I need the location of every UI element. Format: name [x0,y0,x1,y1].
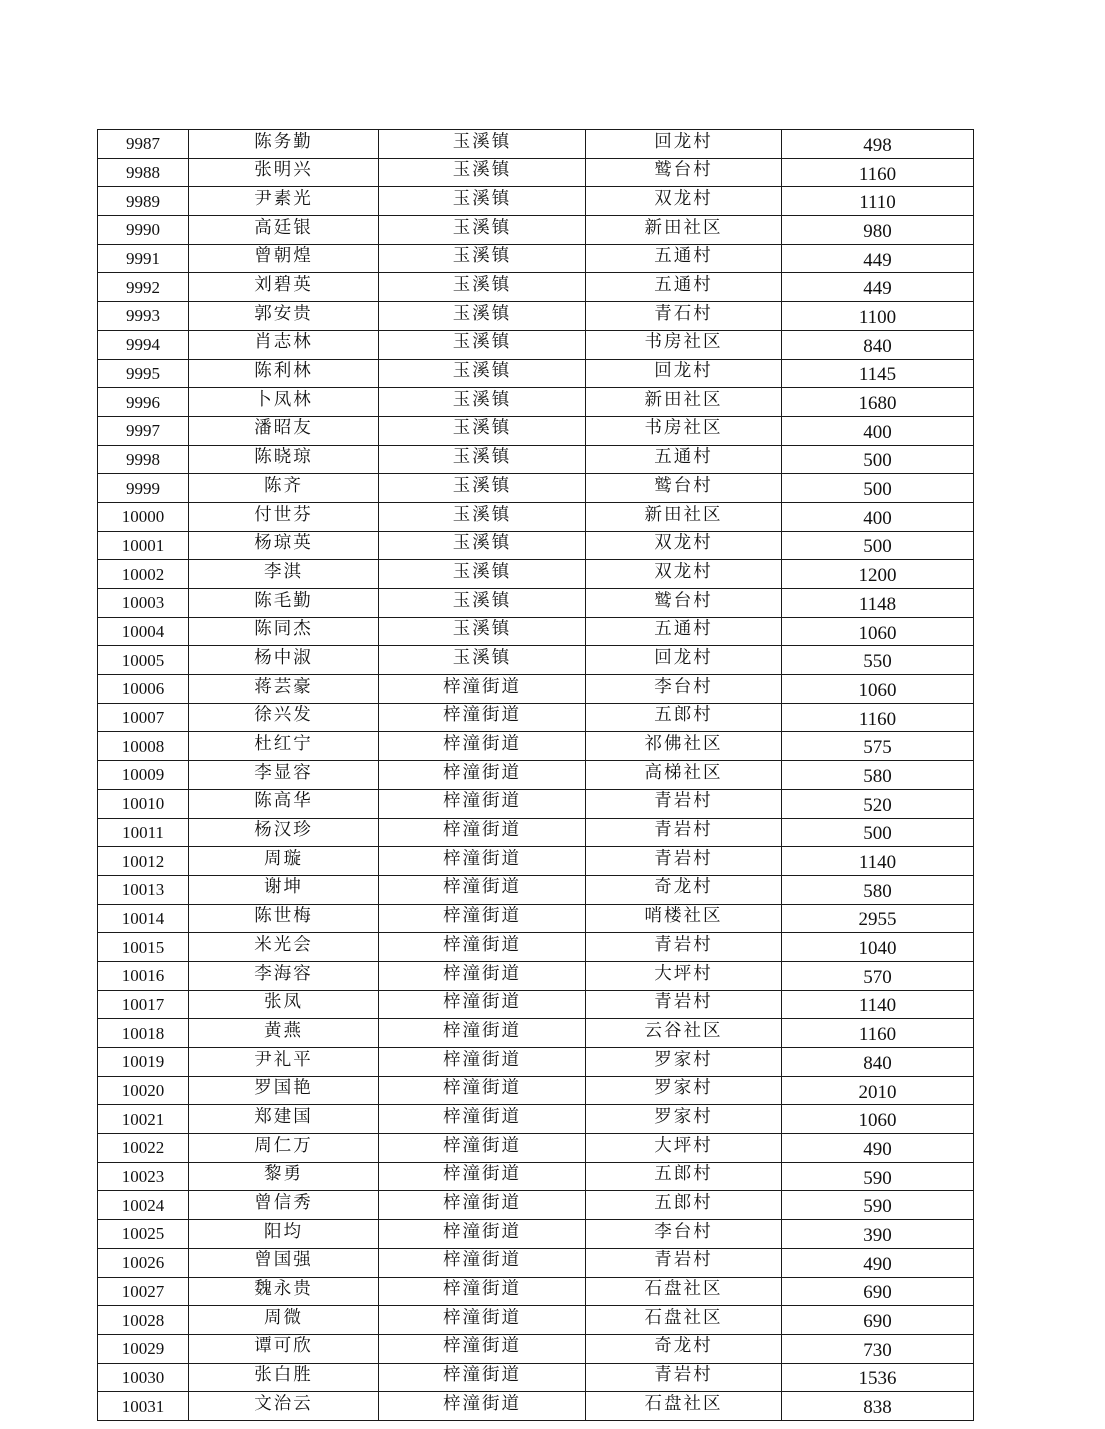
table-row [98,818,974,847]
cell-village: 五通村 [586,617,782,646]
cell-village: 新田社区 [586,388,782,417]
cell-serial-number: 10004 [98,617,189,646]
cell-person-name: 陈高华 [189,789,379,818]
table-row [98,933,974,962]
table-row [98,1162,974,1191]
cell-amount: 1200 [782,560,974,589]
cell-village: 罗家村 [586,1105,782,1134]
cell-person-name: 杨琼英 [189,531,379,560]
cell-person-name: 杨汉珍 [189,818,379,847]
table-row [98,531,974,560]
cell-amount: 840 [782,1048,974,1077]
cell-village: 青岩村 [586,933,782,962]
cell-village: 奇龙村 [586,1334,782,1363]
table-row [98,1105,974,1134]
cell-serial-number: 10008 [98,732,189,761]
cell-person-name: 陈毛勤 [189,589,379,618]
cell-village: 书房社区 [586,330,782,359]
cell-serial-number: 10015 [98,933,189,962]
cell-amount: 490 [782,1134,974,1163]
cell-town: 梓潼街道 [379,961,586,990]
cell-serial-number: 10001 [98,531,189,560]
table-row [98,1363,974,1392]
cell-town: 玉溪镇 [379,302,586,331]
table-row [98,589,974,618]
cell-amount: 1680 [782,388,974,417]
cell-serial-number: 10006 [98,675,189,704]
cell-amount: 1060 [782,1105,974,1134]
cell-town: 梓潼街道 [379,818,586,847]
table-row [98,789,974,818]
cell-person-name: 陈晓琼 [189,445,379,474]
cell-serial-number: 9992 [98,273,189,302]
cell-village: 奇龙村 [586,875,782,904]
table-row [98,158,974,187]
cell-serial-number: 10022 [98,1134,189,1163]
cell-serial-number: 10018 [98,1019,189,1048]
cell-amount: 2010 [782,1076,974,1105]
cell-village: 五郎村 [586,703,782,732]
cell-amount: 1160 [782,158,974,187]
cell-town: 梓潼街道 [379,933,586,962]
cell-town: 梓潼街道 [379,1220,586,1249]
table-row [98,732,974,761]
table-row [98,1248,974,1277]
cell-village: 五通村 [586,273,782,302]
cell-person-name: 肖志林 [189,330,379,359]
cell-person-name: 李显容 [189,761,379,790]
cell-town: 梓潼街道 [379,1105,586,1134]
table-row [98,560,974,589]
cell-serial-number: 10012 [98,847,189,876]
cell-person-name: 周璇 [189,847,379,876]
cell-village: 李台村 [586,1220,782,1249]
table-row [98,904,974,933]
cell-amount: 500 [782,818,974,847]
cell-village: 五郎村 [586,1162,782,1191]
cell-person-name: 周仁万 [189,1134,379,1163]
cell-village: 青岩村 [586,990,782,1019]
cell-person-name: 米光会 [189,933,379,962]
cell-person-name: 蒋芸豪 [189,675,379,704]
cell-town: 梓潼街道 [379,1162,586,1191]
cell-village: 鹫台村 [586,158,782,187]
cell-serial-number: 9994 [98,330,189,359]
table-row [98,216,974,245]
table-row [98,703,974,732]
cell-amount: 575 [782,732,974,761]
cell-person-name: 刘碧英 [189,273,379,302]
cell-village: 青岩村 [586,847,782,876]
table-row [98,273,974,302]
cell-village: 大坪村 [586,1134,782,1163]
cell-amount: 490 [782,1248,974,1277]
cell-amount: 2955 [782,904,974,933]
table-row [98,1392,974,1421]
cell-serial-number: 9993 [98,302,189,331]
cell-amount: 590 [782,1191,974,1220]
cell-person-name: 郑建国 [189,1105,379,1134]
cell-serial-number: 9990 [98,216,189,245]
cell-amount: 1060 [782,617,974,646]
cell-town: 梓潼街道 [379,875,586,904]
cell-village: 罗家村 [586,1048,782,1077]
cell-town: 梓潼街道 [379,1248,586,1277]
cell-person-name: 李海容 [189,961,379,990]
cell-amount: 690 [782,1306,974,1335]
cell-town: 梓潼街道 [379,1277,586,1306]
cell-serial-number: 10016 [98,961,189,990]
cell-village: 五通村 [586,244,782,273]
cell-serial-number: 10024 [98,1191,189,1220]
cell-serial-number: 10030 [98,1363,189,1392]
cell-town: 梓潼街道 [379,789,586,818]
cell-amount: 1536 [782,1363,974,1392]
cell-amount: 1110 [782,187,974,216]
cell-amount: 1145 [782,359,974,388]
cell-serial-number: 10023 [98,1162,189,1191]
cell-amount: 1160 [782,703,974,732]
cell-serial-number: 9987 [98,130,189,159]
cell-serial-number: 10021 [98,1105,189,1134]
cell-serial-number: 10029 [98,1334,189,1363]
cell-amount: 498 [782,130,974,159]
cell-village: 高梯社区 [586,761,782,790]
cell-town: 玉溪镇 [379,531,586,560]
table-row [98,617,974,646]
cell-town: 玉溪镇 [379,216,586,245]
table-row [98,646,974,675]
cell-amount: 390 [782,1220,974,1249]
cell-serial-number: 10019 [98,1048,189,1077]
cell-serial-number: 10007 [98,703,189,732]
table-row [98,675,974,704]
table-row [98,445,974,474]
cell-serial-number: 9999 [98,474,189,503]
cell-person-name: 黄燕 [189,1019,379,1048]
table-row [98,875,974,904]
table-row [98,961,974,990]
table-row [98,244,974,273]
cell-town: 玉溪镇 [379,388,586,417]
cell-town: 梓潼街道 [379,1392,586,1421]
cell-village: 双龙村 [586,187,782,216]
table-row [98,1134,974,1163]
cell-amount: 1040 [782,933,974,962]
cell-village: 青岩村 [586,818,782,847]
cell-serial-number: 10000 [98,502,189,531]
cell-village: 青岩村 [586,789,782,818]
cell-person-name: 曾国强 [189,1248,379,1277]
table-row [98,1191,974,1220]
cell-village: 大坪村 [586,961,782,990]
cell-amount: 580 [782,761,974,790]
cell-town: 玉溪镇 [379,502,586,531]
table-row [98,130,974,159]
cell-amount: 730 [782,1334,974,1363]
cell-serial-number: 10003 [98,589,189,618]
cell-person-name: 高廷银 [189,216,379,245]
table-row [98,1220,974,1249]
table-row [98,330,974,359]
cell-amount: 449 [782,244,974,273]
cell-serial-number: 9988 [98,158,189,187]
cell-amount: 500 [782,531,974,560]
cell-village: 回龙村 [586,359,782,388]
cell-person-name: 谢坤 [189,875,379,904]
cell-amount: 550 [782,646,974,675]
cell-village: 五通村 [586,445,782,474]
cell-amount: 840 [782,330,974,359]
cell-village: 石盘社区 [586,1277,782,1306]
cell-town: 玉溪镇 [379,244,586,273]
cell-amount: 590 [782,1162,974,1191]
cell-person-name: 尹礼平 [189,1048,379,1077]
cell-person-name: 潘昭友 [189,416,379,445]
cell-village: 回龙村 [586,646,782,675]
cell-person-name: 郭安贵 [189,302,379,331]
cell-village: 青岩村 [586,1363,782,1392]
cell-town: 玉溪镇 [379,330,586,359]
cell-amount: 570 [782,961,974,990]
cell-village: 回龙村 [586,130,782,159]
cell-serial-number: 10026 [98,1248,189,1277]
table-row [98,761,974,790]
table-row [98,388,974,417]
table-row [98,502,974,531]
cell-person-name: 魏永贵 [189,1277,379,1306]
cell-town: 梓潼街道 [379,1363,586,1392]
cell-village: 双龙村 [586,531,782,560]
cell-amount: 838 [782,1392,974,1421]
roster-table [97,129,974,1421]
cell-village: 双龙村 [586,560,782,589]
cell-person-name: 曾信秀 [189,1191,379,1220]
table-row [98,187,974,216]
cell-person-name: 陈齐 [189,474,379,503]
table-row [98,1076,974,1105]
cell-village: 鹫台村 [586,589,782,618]
cell-village: 李台村 [586,675,782,704]
cell-serial-number: 9996 [98,388,189,417]
cell-serial-number: 10013 [98,875,189,904]
cell-town: 梓潼街道 [379,847,586,876]
cell-town: 梓潼街道 [379,990,586,1019]
cell-amount: 400 [782,502,974,531]
cell-town: 玉溪镇 [379,646,586,675]
cell-town: 玉溪镇 [379,474,586,503]
cell-amount: 1140 [782,847,974,876]
cell-person-name: 张白胜 [189,1363,379,1392]
cell-village: 云谷社区 [586,1019,782,1048]
cell-village: 哨楼社区 [586,904,782,933]
cell-town: 梓潼街道 [379,1076,586,1105]
cell-person-name: 陈利林 [189,359,379,388]
cell-town: 梓潼街道 [379,1306,586,1335]
cell-town: 玉溪镇 [379,560,586,589]
cell-village: 新田社区 [586,502,782,531]
cell-town: 梓潼街道 [379,1334,586,1363]
cell-town: 梓潼街道 [379,675,586,704]
table-row [98,359,974,388]
cell-serial-number: 10017 [98,990,189,1019]
cell-serial-number: 10010 [98,789,189,818]
cell-person-name: 张凤 [189,990,379,1019]
cell-serial-number: 9989 [98,187,189,216]
cell-serial-number: 10002 [98,560,189,589]
cell-town: 梓潼街道 [379,761,586,790]
cell-village: 祁佛社区 [586,732,782,761]
cell-town: 梓潼街道 [379,1134,586,1163]
cell-village: 青岩村 [586,1248,782,1277]
roster-table-body [98,130,974,1421]
cell-town: 玉溪镇 [379,617,586,646]
cell-town: 玉溪镇 [379,130,586,159]
cell-person-name: 杨中淑 [189,646,379,675]
cell-person-name: 谭可欣 [189,1334,379,1363]
cell-serial-number: 10011 [98,818,189,847]
cell-amount: 1160 [782,1019,974,1048]
cell-person-name: 文治云 [189,1392,379,1421]
cell-person-name: 曾朝煌 [189,244,379,273]
cell-person-name: 李淇 [189,560,379,589]
cell-person-name: 黎勇 [189,1162,379,1191]
cell-serial-number: 10020 [98,1076,189,1105]
cell-amount: 449 [782,273,974,302]
cell-amount: 400 [782,416,974,445]
cell-person-name: 徐兴发 [189,703,379,732]
cell-amount: 580 [782,875,974,904]
cell-amount: 520 [782,789,974,818]
cell-village: 书房社区 [586,416,782,445]
cell-person-name: 陈同杰 [189,617,379,646]
cell-serial-number: 9997 [98,416,189,445]
cell-serial-number: 10005 [98,646,189,675]
cell-town: 玉溪镇 [379,359,586,388]
table-row [98,1048,974,1077]
cell-town: 玉溪镇 [379,416,586,445]
cell-person-name: 尹素光 [189,187,379,216]
table-row [98,302,974,331]
cell-amount: 980 [782,216,974,245]
cell-person-name: 陈世梅 [189,904,379,933]
cell-town: 梓潼街道 [379,904,586,933]
cell-village: 鹫台村 [586,474,782,503]
table-row [98,847,974,876]
cell-amount: 690 [782,1277,974,1306]
cell-serial-number: 10009 [98,761,189,790]
cell-serial-number: 10027 [98,1277,189,1306]
cell-person-name: 周微 [189,1306,379,1335]
cell-town: 玉溪镇 [379,158,586,187]
cell-person-name: 阳均 [189,1220,379,1249]
table-row [98,474,974,503]
table-row [98,1277,974,1306]
cell-serial-number: 9995 [98,359,189,388]
cell-town: 梓潼街道 [379,1048,586,1077]
cell-serial-number: 10014 [98,904,189,933]
cell-serial-number: 10031 [98,1392,189,1421]
table-row [98,416,974,445]
cell-amount: 1100 [782,302,974,331]
cell-serial-number: 10028 [98,1306,189,1335]
cell-village: 五郎村 [586,1191,782,1220]
cell-serial-number: 10025 [98,1220,189,1249]
cell-village: 新田社区 [586,216,782,245]
cell-amount: 500 [782,474,974,503]
cell-serial-number: 9991 [98,244,189,273]
table-row [98,1306,974,1335]
cell-town: 玉溪镇 [379,589,586,618]
table-row [98,990,974,1019]
cell-person-name: 付世芬 [189,502,379,531]
cell-person-name: 卜凤林 [189,388,379,417]
cell-amount: 1060 [782,675,974,704]
cell-village: 石盘社区 [586,1306,782,1335]
cell-town: 玉溪镇 [379,187,586,216]
cell-town: 梓潼街道 [379,1191,586,1220]
cell-town: 梓潼街道 [379,732,586,761]
cell-amount: 500 [782,445,974,474]
cell-town: 玉溪镇 [379,273,586,302]
cell-amount: 1148 [782,589,974,618]
cell-town: 梓潼街道 [379,1019,586,1048]
cell-serial-number: 9998 [98,445,189,474]
cell-village: 青石村 [586,302,782,331]
cell-person-name: 罗国艳 [189,1076,379,1105]
cell-village: 罗家村 [586,1076,782,1105]
cell-village: 石盘社区 [586,1392,782,1421]
cell-person-name: 陈务勤 [189,130,379,159]
cell-person-name: 张明兴 [189,158,379,187]
cell-amount: 1140 [782,990,974,1019]
cell-person-name: 杜红宁 [189,732,379,761]
cell-town: 梓潼街道 [379,703,586,732]
table-row [98,1019,974,1048]
cell-town: 玉溪镇 [379,445,586,474]
table-row [98,1334,974,1363]
